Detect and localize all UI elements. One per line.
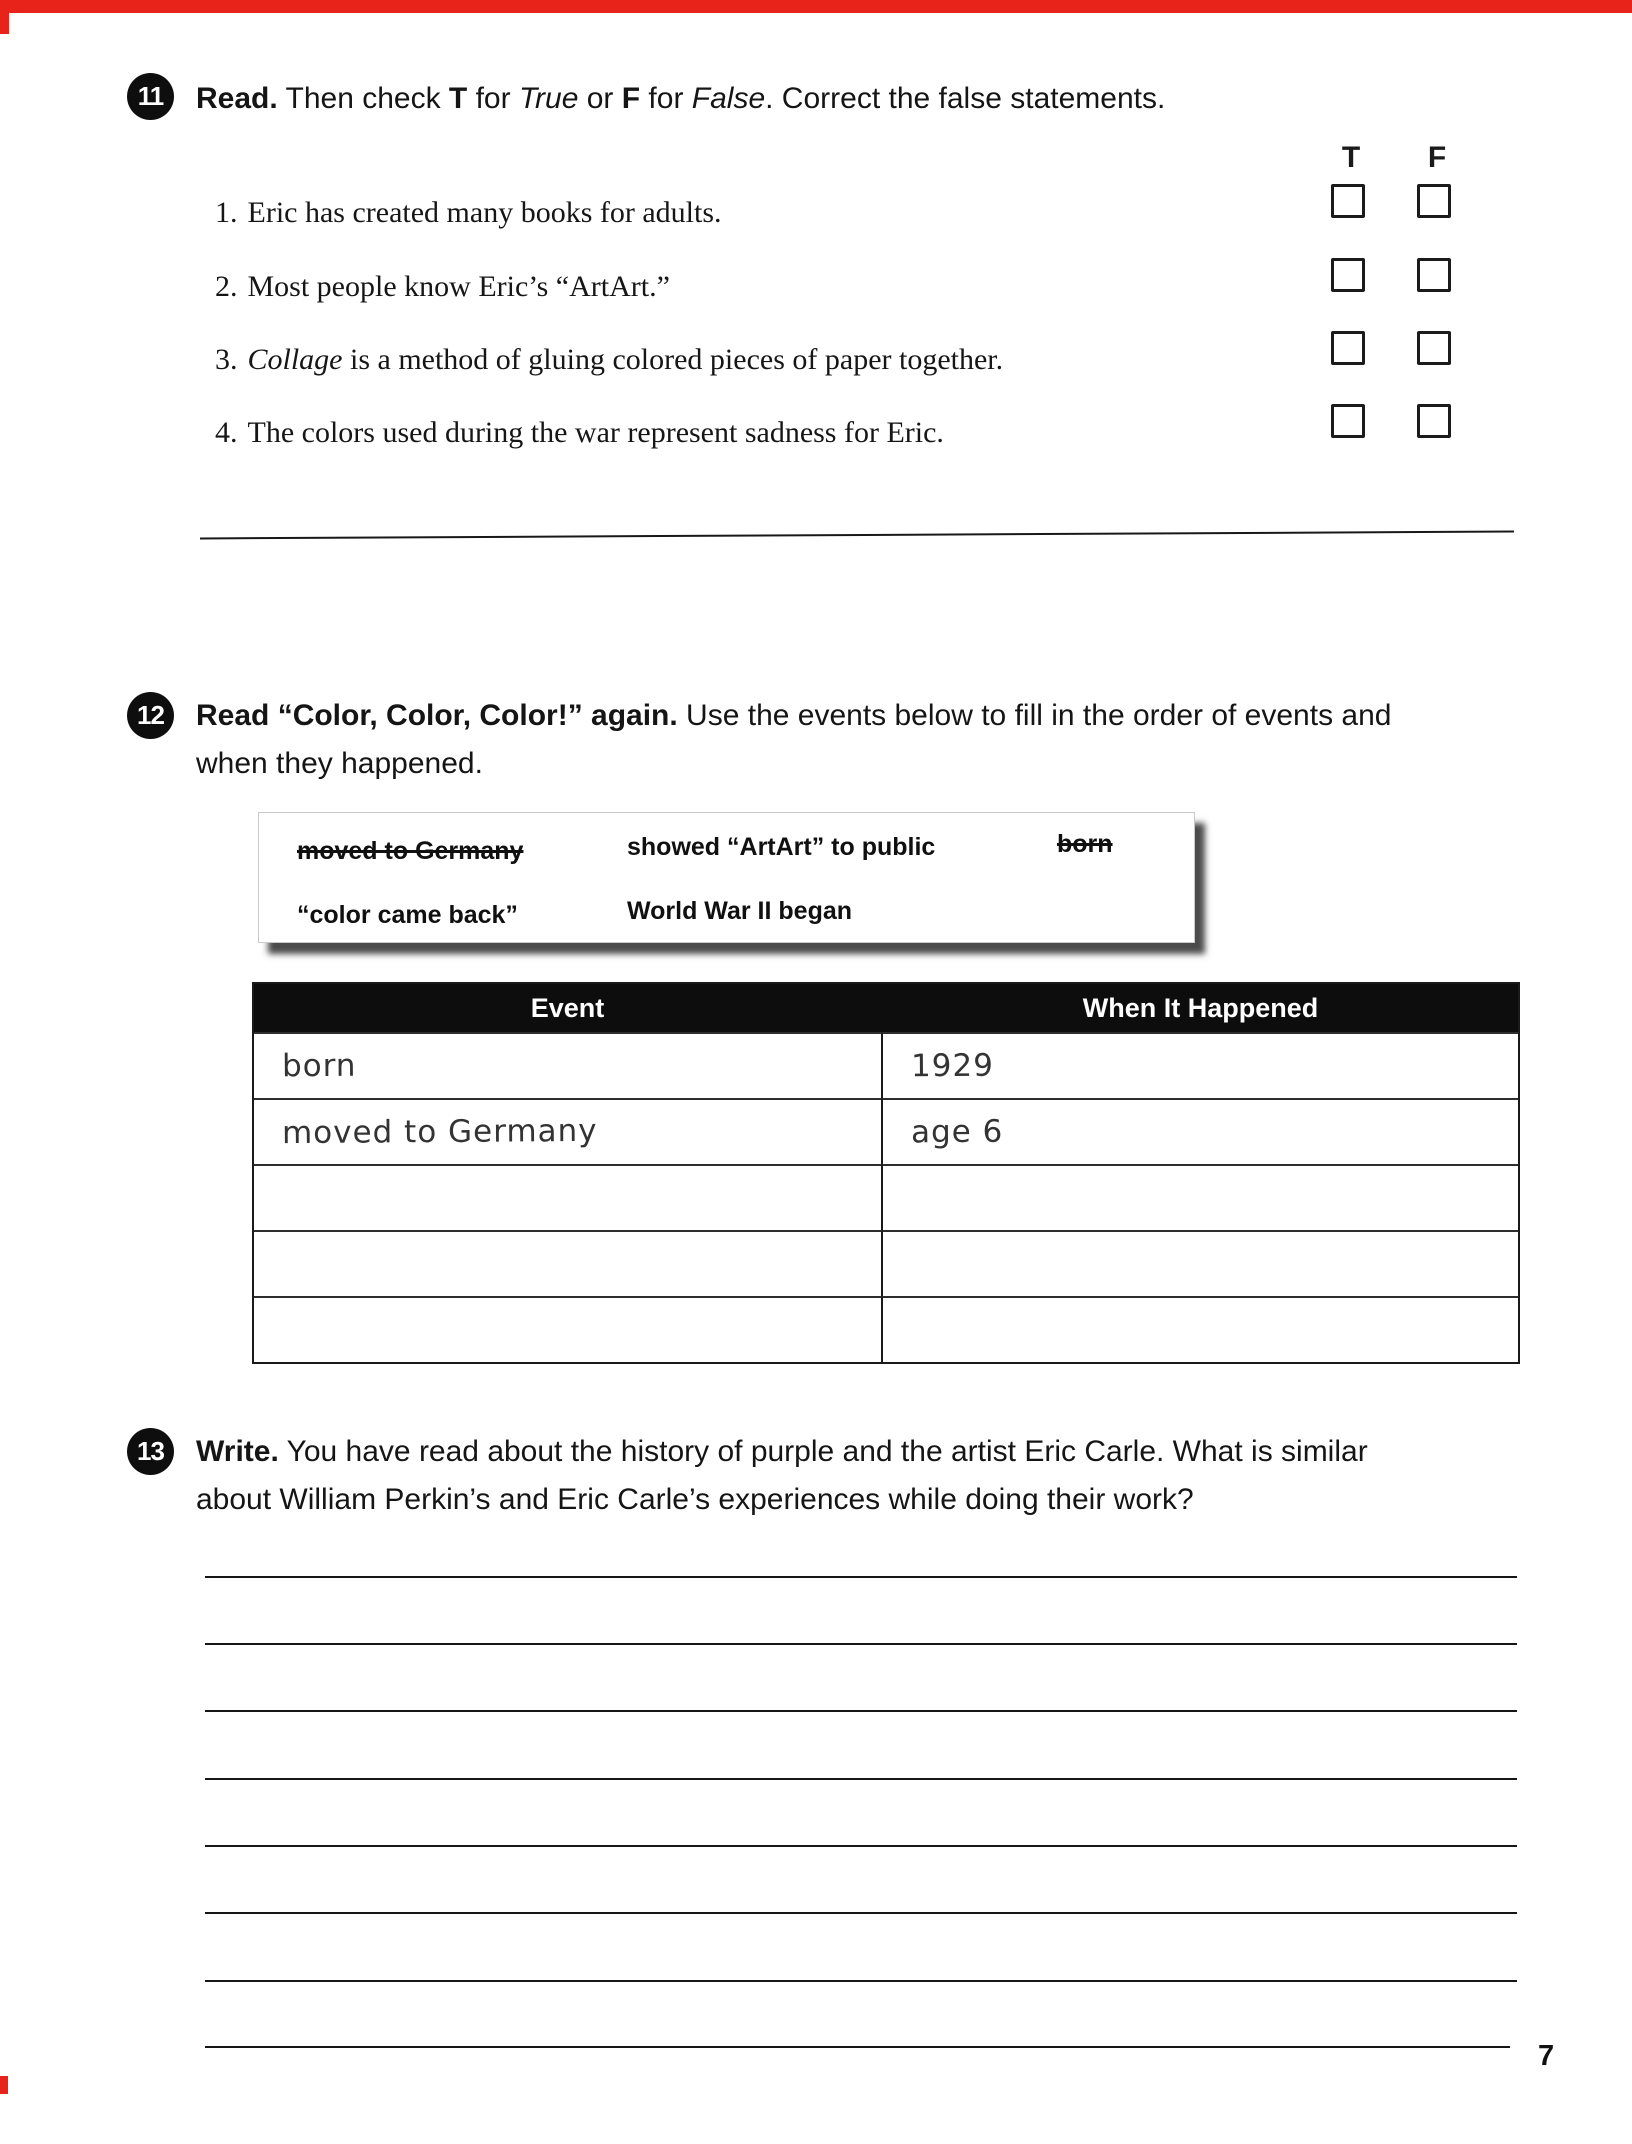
table-cell-when-1[interactable] [883, 1032, 1518, 1098]
statement-3-italic: Collage [247, 343, 343, 376]
table-cell-event-1[interactable] [254, 1032, 883, 1098]
exercise-12-instruction-line1 [196, 692, 1391, 740]
true-column-header: T [1341, 141, 1361, 174]
exercise-12-instruction-line2: when they happened. [196, 747, 483, 780]
table-cell-event-4[interactable] [254, 1230, 883, 1296]
checkbox-statement2-true[interactable] [1331, 258, 1365, 292]
table-row [254, 1230, 1518, 1296]
table-row [254, 1296, 1518, 1362]
exercise-13-instruction-line1 [196, 1428, 1368, 1476]
answer-line-3[interactable] [205, 1710, 1517, 1712]
table-cell-when-3[interactable] [883, 1164, 1518, 1230]
page-number: 7 [1538, 2040, 1555, 2072]
exercise-12-number: 12 [137, 700, 164, 730]
statement-1 [215, 196, 722, 230]
checkbox-statement4-true[interactable] [1331, 404, 1365, 438]
instruction-text: You have read about the history of purple and the artist Eric Carle. What is similar [278, 1435, 1368, 1468]
statement-4-number: 4. [215, 416, 238, 449]
table-header-row [254, 984, 1518, 1032]
word-bank-item: World War II began [627, 897, 853, 925]
exercise-12-title: Read “Color, Color, Color!” again. [196, 699, 678, 732]
false-column-header: F [1427, 141, 1447, 174]
correction-answer-line[interactable] [200, 531, 1514, 540]
true-word: True [518, 82, 579, 115]
table-row [254, 1164, 1518, 1230]
handwritten-answer: 1929 [910, 1047, 995, 1085]
exercise-13-instruction-line2: about William Perkin’s and Eric Carle’s experiences while doing their work? [196, 1483, 1194, 1516]
statement-2-number: 2. [215, 270, 238, 303]
table-cell-when-4[interactable] [883, 1230, 1518, 1296]
table-row [254, 1098, 1518, 1164]
checkbox-statement1-true[interactable] [1331, 184, 1365, 218]
checkbox-statement3-false[interactable] [1417, 331, 1451, 365]
instruction-text: . Correct the false statements. [765, 82, 1166, 115]
handwritten-answer: age 6 [910, 1113, 1004, 1151]
answer-line-4[interactable] [205, 1778, 1517, 1780]
statement-4-text: The colors used during the war represent sadness for Eric. [247, 416, 944, 449]
statement-1-text: Eric has created many books for adults. [247, 196, 722, 229]
handwritten-answer: born [281, 1047, 357, 1085]
events-table [252, 982, 1520, 1364]
exercise-12-badge [127, 692, 174, 739]
table-cell-when-2[interactable] [883, 1098, 1518, 1164]
answer-line-2[interactable] [205, 1643, 1517, 1645]
exercise-13-instruction [196, 1428, 1368, 1524]
statement-1-number: 1. [215, 196, 238, 229]
exercise-11-number: 11 [137, 81, 164, 111]
answer-line-5[interactable] [205, 1845, 1517, 1847]
table-cell-event-5[interactable] [254, 1296, 883, 1362]
word-bank-item: born [1057, 830, 1113, 858]
statement-2 [215, 270, 670, 304]
exercise-13-title: Write. [196, 1435, 279, 1468]
handwritten-answer: moved to Germany [281, 1112, 598, 1152]
statement-2-text: Most people know Eric’s “ArtArt.” [247, 270, 670, 303]
false-word: False [691, 82, 766, 115]
answer-line-7[interactable] [205, 1980, 1517, 1982]
word-bank-item: showed “ArtArt” to public [627, 833, 936, 861]
exercise-11-title: Read. [196, 82, 278, 115]
checkbox-statement3-true[interactable] [1331, 331, 1365, 365]
statement-3 [215, 343, 1003, 377]
statement-4 [215, 416, 944, 450]
answer-line-1[interactable] [205, 1576, 1517, 1578]
statement-3-number: 3. [215, 343, 238, 376]
table-cell-event-2[interactable] [254, 1098, 883, 1164]
page-edge-top [0, 0, 1632, 13]
exercise-12-instruction [196, 692, 1391, 788]
exercise-13-badge [127, 1428, 174, 1475]
word-bank-item: “color came back” [297, 901, 518, 929]
instruction-text: for [467, 82, 519, 115]
page-edge-bottom-left [0, 2076, 8, 2094]
checkbox-statement2-false[interactable] [1417, 258, 1451, 292]
exercise-13-number: 13 [137, 1436, 164, 1466]
word-bank [258, 812, 1195, 943]
checkbox-statement1-false[interactable] [1417, 184, 1451, 218]
page-edge-left [0, 0, 9, 34]
table-row [254, 1032, 1518, 1098]
instruction-text: or [578, 82, 622, 115]
table-header-when: When It Happened [883, 984, 1518, 1032]
answer-line-6[interactable] [205, 1912, 1517, 1914]
answer-line-8[interactable] [205, 2046, 1510, 2048]
exercise-11-badge [127, 73, 174, 120]
instruction-text: for [640, 82, 692, 115]
word-bank-item: moved to Germany [297, 837, 524, 865]
t-letter: T [448, 82, 468, 115]
instruction-text: Use the events below to fill in the order of events and [677, 699, 1392, 732]
checkbox-statement4-false[interactable] [1417, 404, 1451, 438]
f-letter: F [621, 82, 641, 115]
table-cell-event-3[interactable] [254, 1164, 883, 1230]
statement-3-rest: is a method of gluing colored pieces of paper together. [342, 343, 1004, 376]
table-header-event: Event [254, 984, 883, 1032]
exercise-11-instruction [196, 75, 1165, 123]
instruction-text: Then check [277, 82, 449, 115]
table-cell-when-5[interactable] [883, 1296, 1518, 1362]
